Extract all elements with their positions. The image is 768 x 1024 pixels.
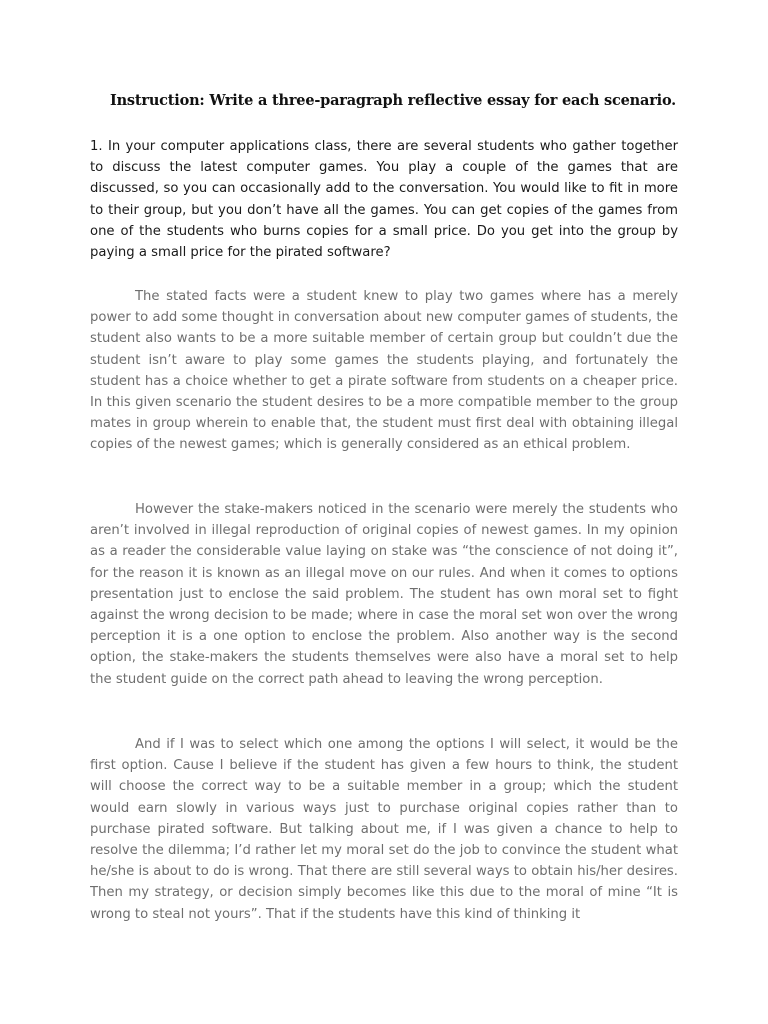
essay-paragraph-3: And if I was to select which one among the options I will select, it would be the first option. Cause I believe if the student has given a few hours to think, the student will choose the correct way to be a suitable member in a group; which the student would earn slowly in various ways just to purchase original copies rather than to purchase pirated software. But talking about me, if I was given a chance to help to resolve the dilemma; I’d rather let my moral set do the job to convince the student what he/she is about to do is wrong. That there are still several ways to obtain his/her desires. Then my strategy, or decision simply becomes like this due to the moral of mine “It is wrong to steal not yours”. That if the students have this kind of thinking it bbox=[90, 737, 678, 922]
instruction-heading: Instruction: Write a three-paragraph reflective essay for each scenario. bbox=[110, 92, 677, 109]
essay-paragraph-2: However the stake-makers noticed in the scenario were merely the students who aren’t involved in illegal reproduction of original copies of newest games. In my opinion as a reader the considerable value laying on stake was “the conscience of not doing it”, for the reason it is known as an illegal move on our rules. And when it comes to options presentation just to enclose the said problem. The student has own moral set to fight against the wrong decision to be made; where in case the moral set won over the wrong perception it is a one option to enclose the problem. Also another way is the second option, the stake-makers the students themselves were also have a moral set to help the student guide on the correct path ahead to leaving the wrong perception. bbox=[90, 502, 678, 687]
scenario-question: 1. In your computer applications class, there are several students who gather together to discuss the latest computer games. You play a couple of the games that are discussed, so you can occasionally add to the conversation. You would like to fit in more to their group, but you don’t have all the games. You can get copies of the games from one of the students who burns copies for a small price. Do you get into the group by paying a small price for the pirated software? bbox=[90, 139, 678, 261]
essay-paragraph-1: The stated facts were a student knew to play two games where has a merely power to add some thought in conversation about new computer games of students, the student also wants to be a more suitable member of certain group but couldn’t due the student isn’t aware to play some games the students playing, and fortunately the student has a choice whether to get a pirate software from students on a cheaper price. In this given scenario the student desires to be a more compatible member to the group mates in group wherein to enable that, the student must first deal with obtaining illegal copies of the newest games; which is generally considered as an ethical problem. bbox=[90, 289, 678, 453]
